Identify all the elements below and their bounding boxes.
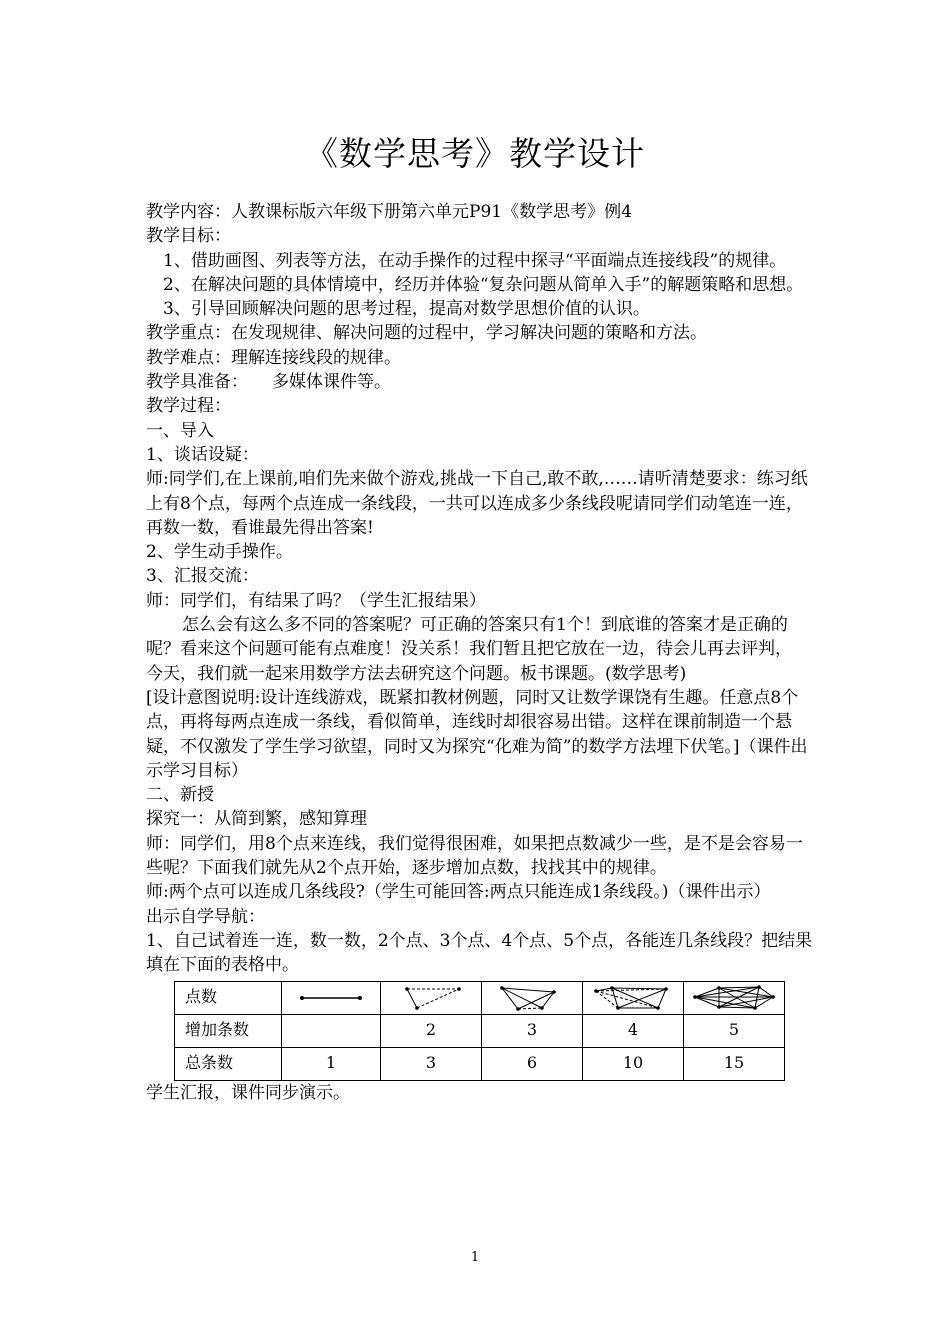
six-point-diagram bbox=[689, 983, 779, 1013]
process-heading: 教学过程： bbox=[146, 396, 231, 417]
two-point-diagram bbox=[296, 988, 366, 1008]
table-row-points bbox=[175, 981, 785, 1014]
points-2-figure bbox=[282, 981, 381, 1014]
step-3: 3、汇报交流： bbox=[146, 566, 259, 587]
step-2: 2、学生动手操作。 bbox=[146, 542, 293, 563]
section-1-heading: 一、导入 bbox=[146, 420, 214, 441]
closing-line: 学生汇报，课件同步演示。 bbox=[146, 1082, 350, 1103]
page-number: 1 bbox=[470, 1250, 480, 1265]
difficulty: 教学难点：理解连接线段的规律。 bbox=[146, 347, 401, 368]
added-cell: 5 bbox=[684, 1014, 785, 1047]
four-point-diagram bbox=[490, 983, 574, 1013]
row-label-added: 增加条数 bbox=[175, 1014, 282, 1047]
goal-2: 2、在解决问题的具体情境中，经历并体验“复杂问题从简单入手”的解题策略和思想。 bbox=[163, 274, 804, 295]
points-3-figure bbox=[381, 981, 482, 1014]
three-point-diagram bbox=[389, 983, 473, 1013]
teacher-line-4: 师:两个点可以连成几条线段?（学生可能回答:两点只能连成1条线段。)（课件出示） bbox=[146, 882, 771, 903]
document-body bbox=[146, 200, 814, 1105]
explore-1-heading: 探究一：从简到繁，感知算理 bbox=[146, 809, 367, 830]
total-cell: 1 bbox=[282, 1047, 381, 1080]
added-cell: 3 bbox=[482, 1014, 583, 1047]
table-row-total bbox=[175, 1047, 785, 1080]
design-note: [设计意图说明:设计连线游戏，既紧扣教材例题，同时又让数学课饶有生趣。任意点8个点，再将每两点连成一条线，看似简单，连线时却很容易出错。这样在课前制造一个悬疑，不仅激发了学生学习欲望，同时又为探究“化难为简”的数学方法埋下伏笔。]（课件出示学习目标） bbox=[146, 687, 808, 781]
total-cell: 3 bbox=[381, 1047, 482, 1080]
points-4-figure bbox=[482, 981, 583, 1014]
goals-heading: 教学目标： bbox=[146, 226, 231, 247]
row-label-total: 总条数 bbox=[175, 1047, 282, 1080]
teaching-content: 教学内容：人教课标版六年级下册第六单元P91《数学思考》例4 bbox=[146, 202, 632, 222]
self-study-heading: 出示自学导航： bbox=[146, 906, 265, 927]
materials bbox=[146, 370, 814, 394]
section-2-heading: 二、新授 bbox=[146, 785, 214, 806]
added-cell: 4 bbox=[583, 1014, 684, 1047]
points-5-figure bbox=[583, 981, 684, 1014]
step-1-heading: 1、谈话设疑： bbox=[146, 444, 259, 465]
table-row-added bbox=[175, 1014, 785, 1047]
goal-3: 3、引导回顾解决问题的思考过程，提高对数学思想价值的认识。 bbox=[163, 299, 650, 320]
total-cell: 15 bbox=[684, 1047, 785, 1080]
total-cell: 10 bbox=[583, 1047, 684, 1080]
row-label-points: 点数 bbox=[175, 981, 282, 1014]
points-6-figure bbox=[684, 981, 785, 1014]
added-cell: 2 bbox=[381, 1014, 482, 1047]
document-title: 《数学思考》教学设计 bbox=[305, 134, 645, 173]
teacher-line-3: 师：同学们，用8个点来连线，我们觉得很困难，如果把点数减少一些，是不是会容易一些呢？下面我们就先从2个点开始，逐步增加点数，找找其中的规律。 bbox=[146, 833, 803, 879]
key-point: 教学重点：在发现规律、解决问题的过程中，学习解决问题的策略和方法。 bbox=[146, 323, 707, 344]
added-cell bbox=[282, 1014, 381, 1047]
results-table bbox=[174, 981, 785, 1081]
materials-label: 教学具准备： bbox=[146, 372, 248, 393]
goal-1: 1、借助画图、列表等方法，在动手操作的过程中探寻“平面端点连接线段”的规律。 bbox=[163, 250, 787, 271]
five-point-diagram bbox=[588, 983, 678, 1013]
teacher-paragraph: 怎么会有这么多不同的答案呢？可正确的答案只有1个！到底谁的答案才是正确的呢？看来这个问题可能有点难度！没关系！我们暂且把它放在一边，待会儿再去评判， 今天，我们就一起来用数学方法去研究这个问题。板书课题。(数学思考) bbox=[146, 615, 792, 684]
total-cell: 6 bbox=[482, 1047, 583, 1080]
teacher-line-1: 师:同学们,在上课前,咱们先来做个游戏,挑战一下自己,敢不敢,……请听清楚要求：练习纸上有8个点，每两个点连成一条线段，一共可以连成多少条线段呢请同学们动笔连一连，再数一数，看谁最先得出答案! bbox=[146, 469, 808, 538]
teacher-line-2: 师：同学们，有结果了吗？（学生汇报结果） bbox=[146, 590, 486, 611]
materials-value: 多媒体课件等。 bbox=[272, 372, 391, 393]
task-1: 1、自己试着连一连，数一数，2个点、3个点、4个点、5个点，各能连几条线段？把结果填在下面的表格中。 bbox=[146, 930, 813, 976]
